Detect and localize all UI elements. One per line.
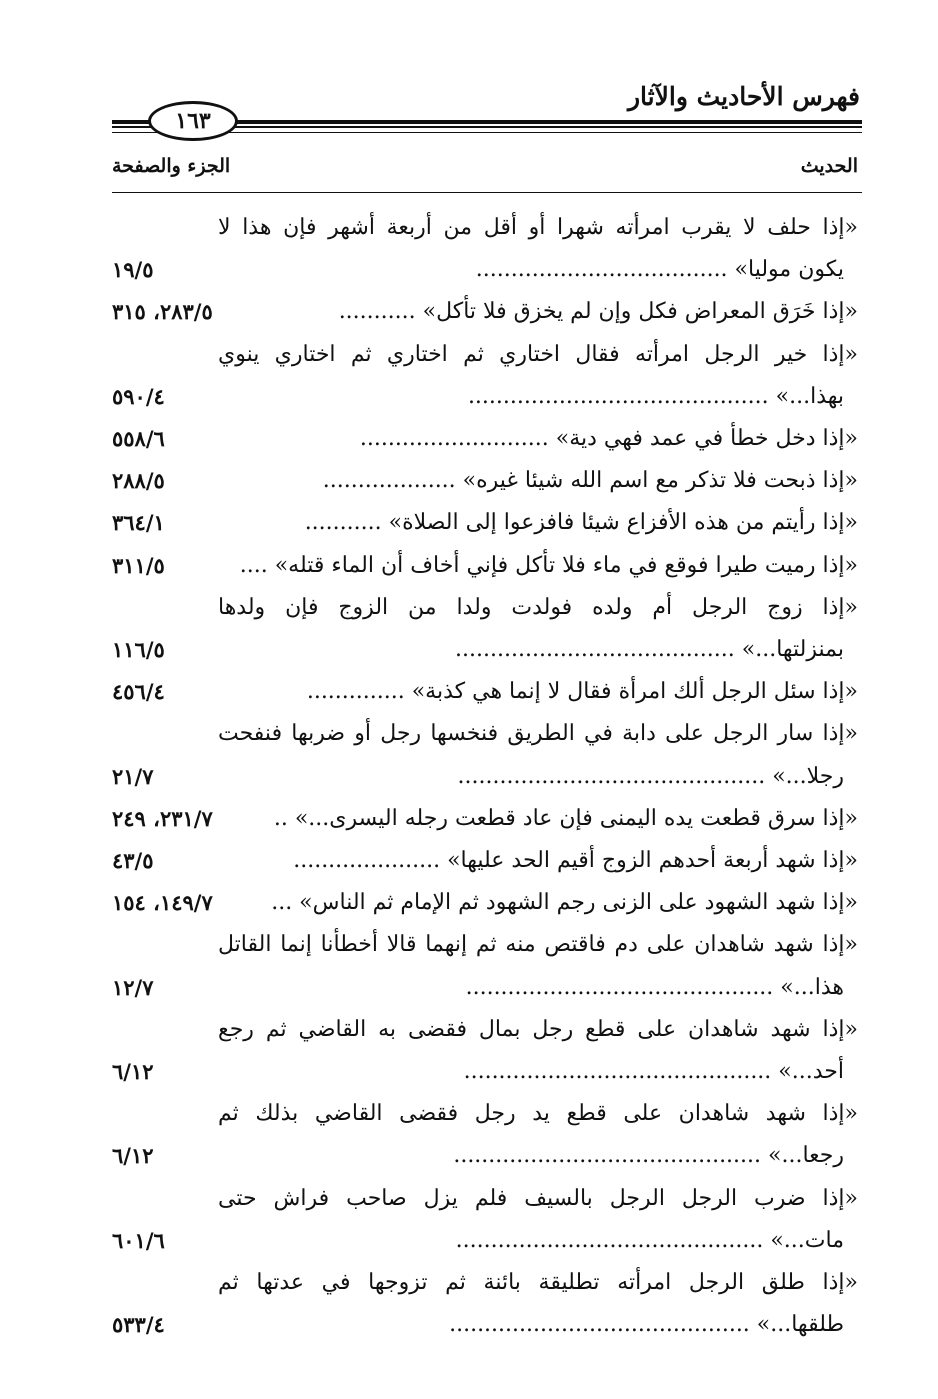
entry-6-line-1: «إذا رأيتم من هذه الأفزاع شيئا فافزعوا إلى الصلاة» ........... [304, 510, 858, 536]
entry-7-line-1: «إذا رميت طيرا فوقع في ماء فلا تأكل فإني أخاف أن الماء قتله» .... [239, 552, 858, 578]
entry-3-line-1: «إذا خير الرجل امرأته فقال اختاري ثم اختاري ثم اختاري ينوي [218, 341, 858, 367]
entry-7-reference: ٣١١/٥ [112, 552, 165, 578]
entry-8-line-2: بمنزلتها...» ........................................ [455, 637, 844, 662]
entry-13-reference: ١٤٩/٧، ١٥٤ [112, 890, 213, 916]
entry-14-line-2: هذا...» ............................................ [465, 974, 844, 1000]
entry-16-line-2: رجعا...» ............................................ [453, 1143, 844, 1169]
entry-17-line-1: «إذا ضرب الرجل الرجل بالسيف فلم يزل صاحب فراش حتى [218, 1185, 858, 1211]
entry-8-line-1: «إذا زوج الرجل أم ولده فولدت ولدا من الزوج فإن ولدها [218, 594, 858, 620]
entry-4-reference: ٥٥٨/٦ [112, 426, 165, 451]
column-heading-hadith: الحديث [800, 155, 858, 177]
entry-14-reference: ١٢/٧ [112, 974, 154, 1000]
entry-2-reference: ٢٨٣/٥، ٣١٥ [112, 299, 213, 325]
entry-5-line-1: «إذا ذبحت فلا تذكر مع اسم الله شيئا غيره» ................... [322, 468, 858, 494]
entry-15-line-2: أحد...» ............................................ [463, 1059, 844, 1084]
entry-17-line-2: مات...» ............................................ [455, 1227, 844, 1253]
page-number: ١٦٣ [148, 101, 238, 141]
entry-6-reference: ٣٦٤/١ [112, 510, 165, 536]
entry-1-reference: ١٩/٥ [112, 257, 154, 283]
entry-3-reference: ٥٩٠/٤ [112, 383, 165, 409]
entry-5-reference: ٢٨٨/٥ [112, 468, 165, 494]
entry-17-reference: ٦٠١/٦ [112, 1227, 165, 1253]
entry-9-line-1: «إذا سئل الرجل ألك امرأة فقال لا إنما هي كذبة» .............. [306, 679, 858, 705]
entry-2-line-1: «إذا خَرَق المعراض فكل وإن لم يخزق فلا تأكل» ........... [338, 299, 858, 325]
column-heading-reference: الجزء والصفحة [112, 155, 231, 177]
entry-10-reference: ٢١/٧ [112, 763, 154, 789]
entry-15-reference: ٦/١٢ [112, 1059, 154, 1084]
entry-12-reference: ٤٣/٥ [112, 848, 154, 873]
entry-16-reference: ٦/١٢ [112, 1143, 154, 1169]
entry-18-line-1: «إذا طلق الرجل امرأته تطليقة بائنة ثم تزوجها في عدتها ثم [218, 1270, 858, 1295]
entry-11-line-1: «إذا سرق قطعت يده اليمنى فإن عاد قطعت رجله اليسرى...» .. [273, 805, 858, 831]
entry-9-reference: ٤٥٦/٤ [112, 679, 165, 705]
entry-10-line-2: رجلا...» ............................................ [457, 763, 844, 789]
entry-14-line-1: «إذا شهد شاهدان على دم فاقتص منه ثم إنهما قالا أخطأنا إنما القاتل [218, 932, 858, 958]
entry-18-reference: ٥٣٣/٤ [112, 1312, 165, 1338]
entry-8-reference: ١١٦/٥ [112, 637, 165, 662]
entry-1-line-2: يكون موليا» .................................... [475, 257, 844, 283]
entry-18-line-2: طلقها...» ........................................... [449, 1312, 844, 1338]
entry-4-line-1: «إذا دخل خطأ في عمد فهي دية» ........................... [359, 426, 858, 451]
entry-1-line-1: «إذا حلف لا يقرب امرأته شهرا أو أقل من أربعة أشهر فإن هذا لا [218, 215, 858, 240]
running-title: فهرس الأحاديث والآثار [627, 82, 860, 111]
entry-13-line-1: «إذا شهد الشهود على الزنى رجم الشهود ثم الإمام ثم الناس» ... [271, 890, 858, 916]
entry-10-line-1: «إذا سار الرجل على دابة في الطريق فنخسها رجل أو ضربها فنفحت [218, 721, 858, 747]
entry-3-line-2: بهذا...» ........................................... [467, 383, 844, 409]
entry-12-line-1: «إذا شهد أربعة أحدهم الزوج أقيم الحد عليها» ..................... [293, 848, 858, 873]
entry-11-reference: ٢٣١/٧، ٢٤٩ [112, 805, 213, 831]
entry-16-line-1: «إذا شهد شاهدان على قطع يد رجل فقضى القاضي بذلك ثم [218, 1101, 858, 1127]
entry-15-line-1: «إذا شهد شاهدان على قطع رجل بمال فقضى به القاضي ثم رجع [218, 1016, 858, 1042]
